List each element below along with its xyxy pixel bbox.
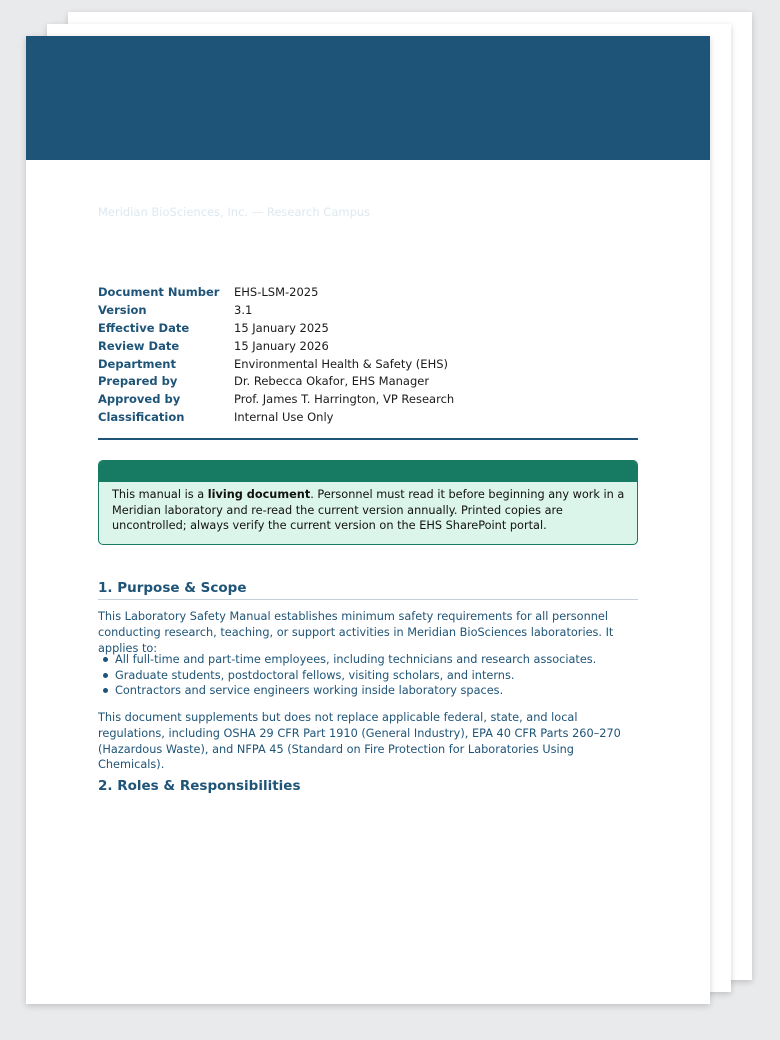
section-heading-roles: 2. Roles & Responsibilities: [98, 778, 301, 794]
metadata-label: Version: [98, 302, 147, 317]
metadata-label: Approved by: [98, 392, 181, 407]
callout-text: [99, 482, 637, 534]
list-item: [98, 683, 638, 699]
metadata-value: 15 January 2026: [234, 338, 329, 353]
callout-text-end: . Personnel must read it before beginning any work in a Meridian laboratory and re-read the current version annually. Printed copies are uncontrolled; always verify the current version on the EHS SharePoint portal.: [112, 488, 625, 533]
list-item: [98, 652, 638, 668]
organization-line: Meridian BioSciences, Inc. — Research Campus: [98, 205, 371, 219]
document-metadata-table: [98, 283, 638, 426]
callout-emphasis: living document: [207, 488, 311, 501]
list-item: [98, 668, 638, 684]
metadata-value: Prof. James T. Harrington, VP Research: [234, 392, 455, 407]
metadata-label: Effective Date: [98, 320, 190, 335]
list-item-text: Graduate students, postdoctoral fellows, visiting scholars, and interns.: [115, 668, 515, 682]
metadata-value: EHS-LSM-2025: [234, 284, 319, 299]
scope-bullet-list: [98, 652, 638, 699]
callout-header-bar: [99, 461, 637, 482]
document-page: [26, 36, 710, 1004]
metadata-label: Classification: [98, 410, 185, 425]
metadata-row: [98, 337, 638, 355]
section-heading-purpose-scope: 1. Purpose & Scope: [98, 580, 638, 600]
metadata-divider: [98, 438, 638, 440]
metadata-value: 15 January 2025: [234, 320, 329, 335]
bullet-icon: [103, 673, 108, 678]
metadata-value: Environmental Health & Safety (EHS): [234, 356, 448, 371]
header-banner: [26, 36, 710, 160]
metadata-label: Review Date: [98, 338, 180, 353]
metadata-row: [98, 390, 638, 408]
metadata-row: [98, 283, 638, 301]
metadata-row: [98, 301, 638, 319]
metadata-label: Document Number: [98, 284, 220, 299]
metadata-row: [98, 372, 638, 390]
section-intro-paragraph: This Laboratory Safety Manual establishes minimum safety requirements for all personnel conducting research, teaching, or support activities in Meridian BioSciences laboratories. It applies to:: [98, 610, 614, 655]
list-item-text: All full-time and part-time employees, including technicians and research associates.: [115, 653, 597, 666]
metadata-label: Prepared by: [98, 374, 178, 389]
metadata-value: Internal Use Only: [234, 410, 334, 425]
metadata-row: [98, 408, 638, 426]
metadata-value: 3.1: [234, 302, 253, 317]
section-closing-paragraph: This document supplements but does not replace applicable federal, state, and local regulations, including OSHA 29 CFR Part 1910 (General Industry), EPA 40 CFR Parts 260–270 (Hazardous Waste), and NFPA 45 (Standard on Fire Protection for Laboratories Using Chemicals).: [98, 711, 621, 772]
living-document-callout: [98, 460, 638, 545]
metadata-label: Department: [98, 356, 176, 371]
callout-text-start: This manual is a: [112, 488, 208, 501]
metadata-row: [98, 355, 638, 373]
metadata-row: [98, 319, 638, 337]
bullet-icon: [103, 688, 108, 693]
list-item-text: Contractors and service engineers working inside laboratory spaces.: [115, 684, 504, 698]
metadata-value: Dr. Rebecca Okafor, EHS Manager: [234, 374, 430, 389]
bullet-icon: [103, 657, 108, 662]
